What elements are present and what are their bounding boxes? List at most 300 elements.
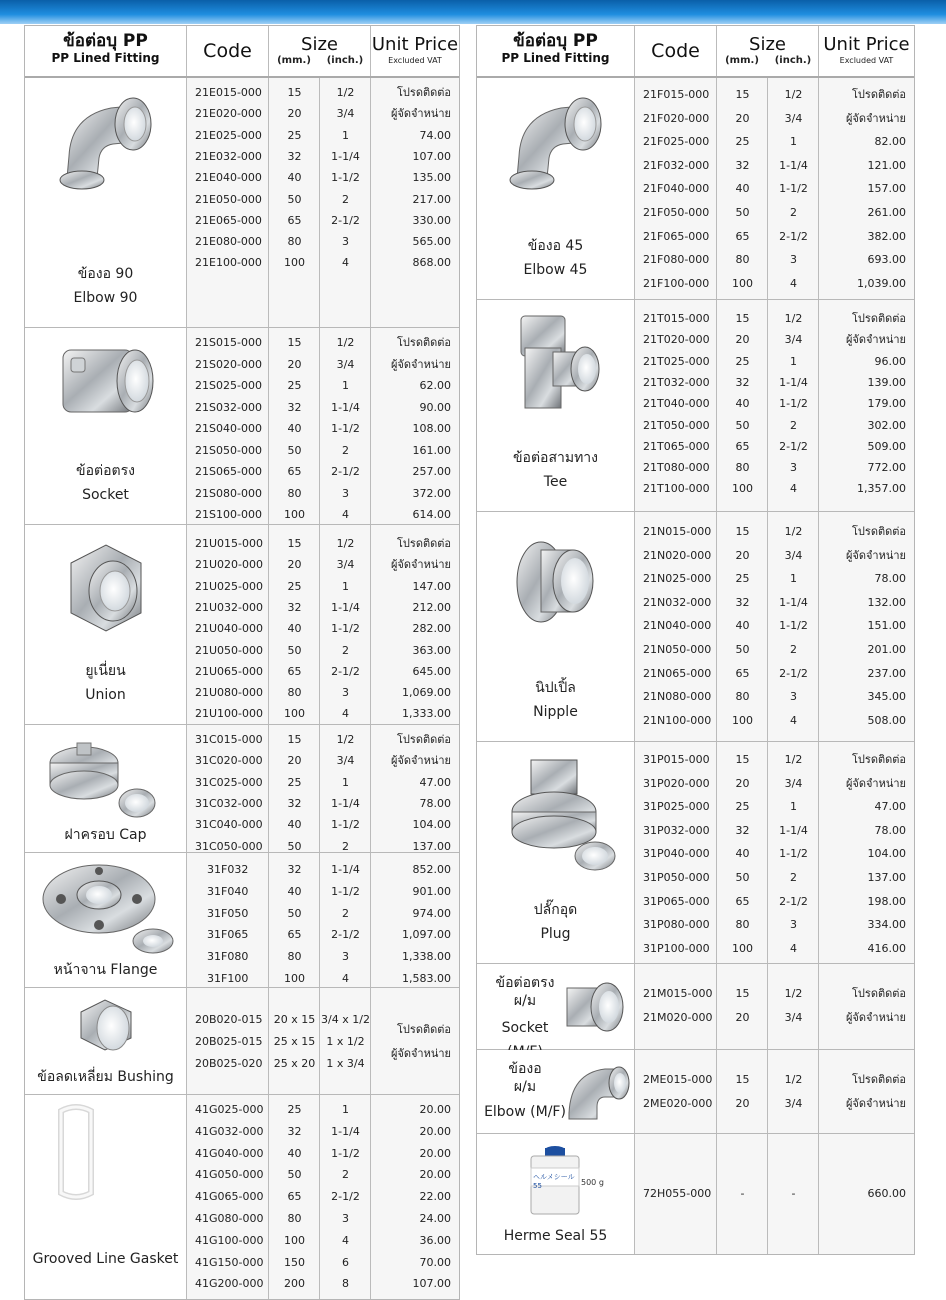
unit-price: 1,357.00	[857, 482, 906, 496]
size-mm: 65	[735, 229, 750, 243]
size-mm: 32	[735, 158, 750, 172]
size-mm: 100	[284, 508, 305, 521]
unit-price: 261.00	[867, 206, 906, 219]
item-code: 21S015-000	[195, 336, 262, 349]
size-mm: 15	[735, 525, 750, 538]
table-row	[25, 167, 459, 188]
table-row	[477, 225, 914, 249]
size-mm: 40	[735, 397, 750, 411]
unit-price: 212.00	[412, 600, 451, 614]
size-mm: 50	[287, 192, 302, 206]
size-mm: 15	[287, 537, 302, 550]
size-inch: 1	[342, 579, 349, 593]
size-inch: 3	[342, 235, 349, 249]
table-row	[477, 1182, 914, 1206]
unit-price: 36.00	[419, 1233, 451, 1247]
header-size-cell	[717, 26, 819, 76]
product-name-thai: ฝาครอบ	[64, 827, 115, 843]
product-name-thai: ปลั๊กอุด	[533, 902, 578, 918]
product-group	[477, 300, 914, 512]
unit-price: 47.00	[419, 775, 451, 789]
size-mm: 25	[735, 135, 750, 149]
table-row	[25, 82, 459, 103]
item-code: 21T040-000	[643, 397, 710, 411]
item-code: 21N040-000	[643, 619, 712, 633]
item-code: 31P025-000	[643, 800, 710, 814]
size-inch: 1-1/2	[331, 818, 360, 832]
header-code-cell	[187, 26, 269, 76]
table-row	[25, 576, 459, 597]
item-code: 21T100-000	[643, 482, 710, 496]
unit-price: 104.00	[412, 818, 451, 832]
table-row	[25, 1208, 459, 1230]
item-code: 41G040-000	[195, 1146, 264, 1160]
header-price-cell	[819, 26, 914, 76]
item-code: 21N025-000	[643, 572, 712, 586]
item-code: 21U020-000	[195, 558, 264, 572]
item-code: 21F040-000	[643, 182, 710, 196]
table-row	[25, 924, 459, 946]
header-fitting-english: PP Lined Fitting	[51, 51, 160, 65]
item-code: 41G150-000	[195, 1255, 264, 1269]
size-mm: 50	[735, 418, 750, 432]
size-mm: 200	[284, 1277, 305, 1291]
size-mm: 100	[284, 1233, 305, 1247]
size-mm: 100	[732, 276, 753, 290]
table-row	[477, 772, 914, 796]
size-inch: 2	[790, 418, 797, 432]
size-mm: 25	[735, 572, 750, 586]
item-code: 21N080-000	[643, 690, 712, 704]
table-row	[25, 793, 459, 814]
product-group	[25, 525, 459, 725]
item-code: 21T080-000	[643, 461, 710, 475]
size-mm: 40	[287, 818, 302, 832]
product-name-english: Union	[85, 687, 126, 703]
size-inch: 3	[342, 486, 349, 500]
size-inch: 1/2	[336, 86, 355, 99]
product-name-english: Elbow 45	[523, 262, 588, 278]
table-row	[25, 252, 459, 273]
size-mm: 15	[735, 1073, 750, 1086]
unit-price: 1,333.00	[402, 707, 451, 721]
item-code: 21U050-000	[195, 643, 264, 657]
size-inch: 1/2	[336, 537, 355, 550]
size-inch: 1	[342, 1103, 349, 1116]
size-inch: 1-1/4	[331, 796, 360, 810]
unit-price: 108.00	[412, 422, 451, 435]
table-row	[477, 415, 914, 436]
size-mm: 80	[735, 253, 750, 267]
item-code: 21S050-000	[195, 443, 262, 457]
unit-price: ผู้จัดจำหน่าย	[845, 1096, 906, 1110]
unit-price: 47.00	[874, 800, 906, 814]
item-code: 2ME015-000	[643, 1073, 713, 1086]
size-inch: 2	[342, 1168, 349, 1182]
item-code: 20B025-020	[195, 1056, 263, 1070]
table-row	[25, 859, 459, 881]
product-name-thai: ยูเนี่ยน	[85, 663, 126, 679]
size-inch: 3	[790, 253, 797, 267]
header-excluded-vat-label: Excluded VAT	[388, 56, 442, 65]
product-name-thai: ข้องอ 45	[527, 238, 584, 254]
size-mm: 20	[735, 111, 750, 125]
unit-price: 772.00	[867, 461, 906, 475]
size-mm: 32	[287, 600, 302, 614]
table-row	[25, 661, 459, 682]
size-inch: 4	[790, 482, 797, 496]
size-mm: 65	[287, 664, 302, 678]
table-row	[477, 329, 914, 350]
table-row	[25, 397, 459, 419]
header-size-cell	[269, 26, 371, 76]
item-code: 20B020-015	[195, 1013, 263, 1026]
size-inch: 1	[342, 128, 349, 142]
unit-price: 62.00	[419, 379, 451, 392]
unit-price: 90.00	[419, 400, 451, 414]
table-row	[477, 272, 914, 296]
product-group	[477, 78, 914, 300]
size-mm: 15	[735, 312, 750, 325]
unit-price: 302.00	[867, 418, 906, 432]
table-row	[477, 591, 914, 615]
unit-price: 132.00	[867, 595, 906, 609]
size-inch: 1/2	[336, 336, 355, 349]
item-code: 21E015-000	[195, 86, 262, 99]
product-name-english: Cap	[119, 827, 147, 843]
unit-price: 70.00	[419, 1255, 451, 1269]
item-code: 21U100-000	[195, 707, 264, 721]
size-mm: 80	[735, 918, 750, 932]
unit-price: 868.00	[412, 256, 451, 270]
table-row	[477, 1006, 914, 1030]
size-inch: 1/2	[784, 312, 803, 325]
top-banner-bar	[0, 0, 946, 24]
size-inch: 1/2	[784, 1073, 803, 1086]
item-code: 41G200-000	[195, 1277, 264, 1291]
size-mm: 25	[287, 775, 302, 789]
size-inch: 3/4	[784, 333, 803, 347]
size-inch: 1-1/4	[331, 1124, 360, 1138]
unit-price: 345.00	[867, 690, 906, 704]
unit-price: 78.00	[419, 796, 451, 810]
header-size-label: Size	[301, 34, 338, 55]
note-line: ผู้จัดจำหน่าย	[390, 1046, 451, 1060]
header-fitting-cell	[25, 26, 187, 76]
unit-price: 852.00	[412, 863, 451, 876]
item-code: 21N050-000	[643, 643, 712, 656]
unit-price: 1,069.00	[402, 686, 451, 700]
table-row	[25, 231, 459, 252]
item-code: 31P040-000	[643, 847, 710, 861]
size-mm: 20	[735, 548, 750, 562]
product-name-english: Grooved Line Gasket	[32, 1251, 179, 1267]
header-unit-price-label: Unit Price	[371, 34, 459, 55]
size-inch: 3	[790, 690, 797, 704]
unit-price: 107.00	[412, 1277, 451, 1291]
size-inch: 1-1/4	[331, 863, 360, 876]
unit-price: 20.00	[419, 1146, 451, 1160]
can-weight-label: 500 g	[581, 1178, 604, 1187]
size-inch: 1-1/4	[331, 149, 360, 163]
item-code: 31C020-000	[195, 754, 263, 768]
size-mm: 80	[287, 686, 302, 700]
item-code: 31C040-000	[195, 818, 263, 832]
header-inch-label: (inch.)	[774, 55, 812, 66]
item-code: 41G025-000	[195, 1103, 264, 1116]
table-row	[25, 729, 459, 750]
size-inch: 1/2	[784, 525, 803, 538]
product-group	[477, 742, 914, 964]
unit-price: 565.00	[412, 235, 451, 249]
size-mm: 32	[735, 823, 750, 837]
item-code: 21U025-000	[195, 579, 264, 593]
product-name-thai: ข้องอ 90	[77, 266, 134, 282]
product-group	[477, 964, 914, 1050]
table-row	[25, 1143, 459, 1165]
table-row	[25, 1186, 459, 1208]
size-inch: 1	[342, 379, 349, 392]
unit-price: 161.00	[412, 443, 451, 457]
size-mm: 50	[735, 871, 750, 884]
unit-price: โปรดติดต่อ	[852, 1073, 906, 1086]
unit-price: 1,039.00	[857, 276, 906, 290]
product-name-english: Elbow 90	[73, 290, 138, 306]
header-inch-label: (inch.)	[326, 55, 364, 66]
item-code: 21F015-000	[643, 88, 710, 101]
size-inch: 1-1/2	[779, 397, 808, 411]
size-mm: 15	[287, 336, 302, 349]
size-inch: 1-1/2	[779, 847, 808, 861]
item-code: 21N065-000	[643, 666, 712, 680]
table-row	[477, 748, 914, 772]
size-inch: 2-1/2	[331, 928, 360, 942]
unit-price: 20.00	[419, 1103, 451, 1116]
product-name-thai: ข้อต่อสามทาง	[512, 450, 599, 466]
size-mm: 25	[287, 128, 302, 142]
table-row	[477, 351, 914, 372]
product-group	[25, 725, 459, 853]
unit-price: 974.00	[412, 906, 451, 920]
item-code: 21F020-000	[643, 111, 710, 125]
size-inch: 4	[790, 713, 797, 727]
item-code: 21E032-000	[195, 149, 262, 163]
header-fitting-thai: ข้อต่อบุ PP	[513, 31, 598, 51]
size-mm: 100	[284, 972, 305, 985]
item-code: 31F040	[207, 884, 249, 898]
size-mm: 40	[735, 847, 750, 861]
size-mm: 65	[735, 666, 750, 680]
table-row	[25, 772, 459, 793]
item-code: 21M020-000	[643, 1010, 713, 1024]
size-inch: 3/4	[336, 107, 355, 121]
item-code: 21E020-000	[195, 107, 262, 121]
item-code: 41G100-000	[195, 1233, 264, 1247]
unit-price: 1,583.00	[402, 972, 451, 985]
size-mm: 150	[284, 1255, 305, 1269]
size-inch: 4	[790, 276, 797, 290]
unit-price: 1,097.00	[402, 928, 451, 942]
size-mm: 25	[287, 379, 302, 392]
table-row	[25, 461, 459, 483]
item-code: 2ME020-000	[643, 1096, 713, 1110]
item-code: 21U080-000	[195, 686, 264, 700]
item-code: 31C015-000	[195, 733, 263, 746]
table-row	[477, 1092, 914, 1116]
table-row	[25, 533, 459, 554]
size-inch: 1/2	[784, 987, 803, 1000]
size-mm: 15	[287, 733, 302, 746]
product-name-english: Socket	[82, 487, 129, 503]
product-group	[477, 1134, 914, 1254]
size-mm: 50	[287, 906, 302, 920]
table-row	[25, 640, 459, 661]
size-mm: 20	[735, 1010, 750, 1024]
table-row	[477, 457, 914, 478]
table-row	[25, 1252, 459, 1274]
table-row	[477, 982, 914, 1006]
item-code: 20B025-015	[195, 1034, 263, 1048]
size-inch: 1-1/2	[779, 182, 808, 196]
table-row	[477, 567, 914, 591]
size-mm: 100	[284, 256, 305, 270]
table-row	[477, 913, 914, 937]
unit-price: โปรดติดต่อ	[852, 753, 906, 766]
item-code: 21F050-000	[643, 206, 710, 219]
item-code: 31P032-000	[643, 823, 710, 837]
table-row	[477, 685, 914, 709]
size-inch: 2	[342, 192, 349, 206]
table-row	[477, 866, 914, 890]
unit-price: ผู้จัดจำหน่าย	[845, 776, 906, 790]
contact-distributor-note	[371, 1018, 459, 1066]
table-row	[25, 375, 459, 397]
table-row	[477, 83, 914, 107]
size-mm: 20	[287, 558, 302, 572]
unit-price: 78.00	[874, 823, 906, 837]
header-size-units	[269, 55, 370, 69]
size-inch: 2	[790, 206, 797, 219]
header-code-label: Code	[651, 40, 700, 62]
item-code: 21E080-000	[195, 235, 262, 249]
size-inch: 2-1/2	[331, 664, 360, 678]
table-row	[25, 1273, 459, 1295]
size-inch: 3/4	[336, 558, 355, 572]
size-mm: 15	[287, 86, 302, 99]
product-group	[25, 78, 459, 328]
header-size-units	[717, 55, 818, 69]
unit-price: 282.00	[412, 622, 451, 636]
size-inch: 1	[790, 354, 797, 368]
header-fitting-thai: ข้อต่อบุ PP	[63, 31, 148, 51]
product-name-thai: นิปเปิ้ล	[535, 680, 576, 696]
item-code: 21N015-000	[643, 525, 712, 538]
price-table-right	[476, 25, 915, 1255]
size-mm: 20	[287, 107, 302, 121]
table-row	[25, 504, 459, 526]
item-code: 21S040-000	[195, 422, 262, 435]
size-mm: 40	[287, 422, 302, 435]
item-code: 41G032-000	[195, 1124, 264, 1138]
product-name-english: Flange	[110, 962, 158, 978]
unit-price: 24.00	[419, 1212, 451, 1225]
table-row	[25, 703, 459, 724]
table-row	[477, 937, 914, 961]
item-code: 21S080-000	[195, 486, 262, 500]
size-mm: 50	[287, 643, 302, 657]
table-row	[477, 393, 914, 414]
size-inch: 1/2	[336, 733, 355, 746]
size-mm: 80	[287, 950, 302, 964]
table-header	[477, 26, 914, 78]
table-row	[25, 440, 459, 462]
size-inch: 4	[342, 508, 349, 521]
product-group	[477, 1050, 914, 1134]
unit-price: โปรดติดต่อ	[397, 537, 451, 550]
table-row	[477, 154, 914, 178]
table-row	[25, 125, 459, 146]
unit-price: 198.00	[867, 894, 906, 908]
item-code: 21E050-000	[195, 192, 262, 206]
item-code: 21F032-000	[643, 158, 710, 172]
product-name-thai: หน้าจาน	[53, 962, 106, 978]
header-mm-label: (mm.)	[725, 55, 759, 66]
size-inch: 4	[342, 256, 349, 270]
product-name-thai: ข้อต่อตรง ผ/ม	[495, 975, 555, 1009]
item-code: 21S025-000	[195, 379, 262, 392]
item-code: 21F080-000	[643, 253, 710, 267]
item-code: 21U015-000	[195, 537, 264, 550]
unit-price: 139.00	[867, 375, 906, 389]
size-inch: 4	[342, 972, 349, 985]
table-row	[477, 130, 914, 154]
size-mm: 50	[735, 206, 750, 219]
size-inch: 3	[342, 1212, 349, 1225]
size-inch: 3/4	[336, 357, 355, 371]
unit-price: 508.00	[867, 713, 906, 727]
item-code: 21S100-000	[195, 508, 262, 521]
unit-price: 416.00	[867, 941, 906, 955]
size-mm: 65	[735, 439, 750, 453]
size-inch: 1	[790, 800, 797, 814]
size-mm: 65	[735, 894, 750, 908]
item-code: 21F025-000	[643, 135, 710, 149]
unit-price: 901.00	[412, 884, 451, 898]
size-inch: 6	[342, 1255, 349, 1269]
item-code: 31F065	[207, 928, 249, 942]
product-name-english: Tee	[543, 474, 568, 490]
size-mm: 25 x 20	[273, 1056, 316, 1070]
unit-price: โปรดติดต่อ	[397, 86, 451, 99]
unit-price: ผู้จัดจำหน่าย	[390, 558, 451, 572]
product-name-english: Nipple	[533, 704, 578, 720]
product-name-english: Socket	[501, 1020, 549, 1036]
size-mm: 25	[735, 354, 750, 368]
table-row	[25, 103, 459, 124]
item-code: 31P015-000	[643, 753, 710, 766]
size-inch: 1-1/2	[331, 1146, 360, 1160]
unit-price: 330.00	[412, 213, 451, 227]
header-mm-label: (mm.)	[277, 55, 311, 66]
size-mm: 15	[735, 987, 750, 1000]
table-row	[477, 372, 914, 393]
size-inch: 1 x 1/2	[326, 1034, 365, 1048]
item-code: 21N020-000	[643, 548, 712, 562]
unit-price: 82.00	[874, 135, 906, 149]
product-group	[25, 988, 459, 1095]
size-inch: 1-1/2	[331, 422, 360, 435]
size-mm: 40	[287, 171, 302, 185]
